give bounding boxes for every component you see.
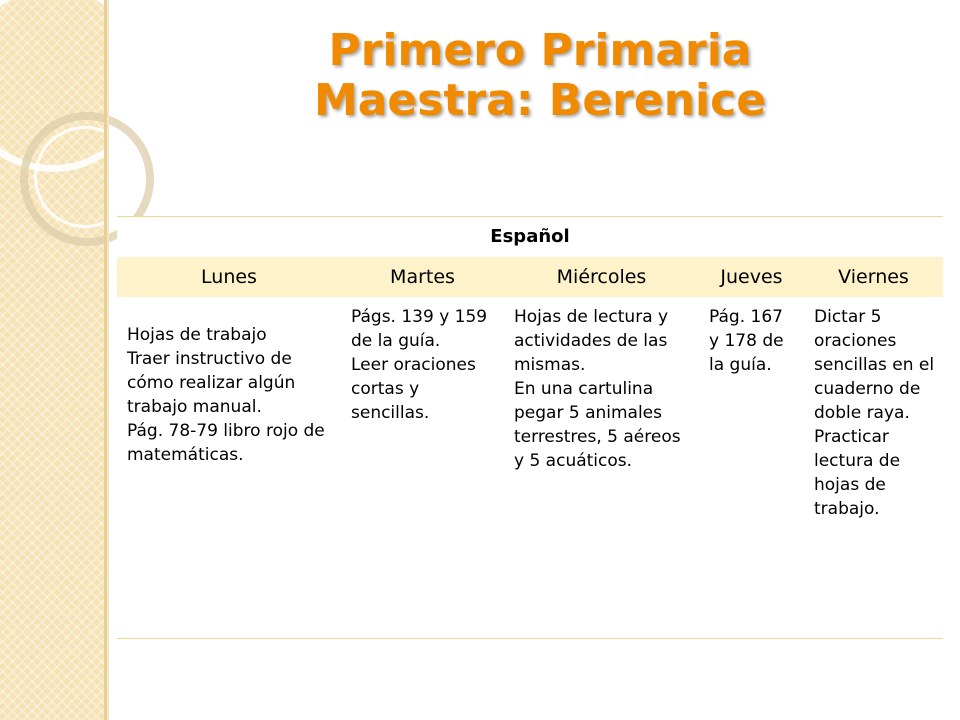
side-panel-edge bbox=[107, 0, 109, 720]
day-header-martes: Martes bbox=[390, 266, 455, 288]
homework-table bbox=[117, 216, 943, 639]
task-cell-martes: Págs. 139 y 159 de la guía. Leer oraciones cortas y sencillas. bbox=[351, 307, 488, 423]
days-header-row bbox=[117, 257, 943, 297]
tasks-row bbox=[117, 297, 943, 639]
subject-header: Español bbox=[117, 216, 943, 257]
day-header-viernes: Viernes bbox=[838, 266, 909, 288]
task-cell-viernes: Dictar 5 oraciones sencillas en el cuaderno de doble raya. Practicar lectura de hojas de trabajo. bbox=[814, 307, 935, 519]
day-header-jueves: Jueves bbox=[720, 266, 783, 288]
decorative-ring bbox=[34, 126, 136, 228]
title-line-grade: Primero Primaria bbox=[328, 25, 752, 76]
slide-title bbox=[160, 26, 920, 126]
task-cell-jueves: Pág. 167 y 178 de la guía. bbox=[709, 307, 784, 375]
task-cell-lunes: Hojas de trabajo Traer instructivo de cómo realizar algún trabajo manual. Pág. 78-79 libro rojo de matemáticas. bbox=[127, 325, 325, 465]
day-header-lunes: Lunes bbox=[201, 266, 257, 288]
day-header-miercoles: Miércoles bbox=[556, 266, 647, 288]
task-cell-miercoles: Hojas de lectura y actividades de las mismas. En una cartulina pegar 5 animales terrestres, 5 aéreos y 5 acuáticos. bbox=[514, 307, 681, 471]
decorative-side-panel bbox=[0, 0, 104, 720]
title-line-teacher: Maestra: Berenice bbox=[313, 75, 767, 126]
